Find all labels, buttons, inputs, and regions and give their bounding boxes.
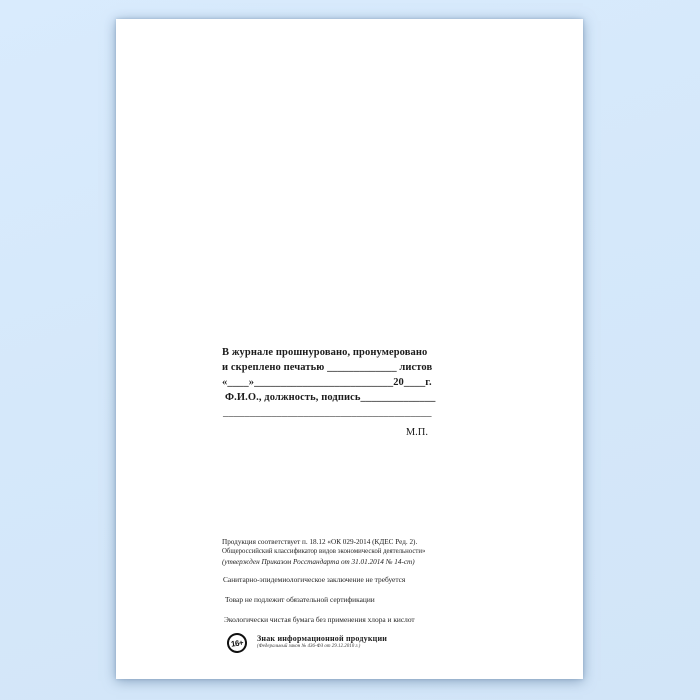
age-rating-text (257, 633, 387, 650)
stamp-placeholder: М.П. (405, 427, 428, 438)
certification-note: Товар не подлежит обязательной сертификации (225, 595, 375, 604)
sanitary-note: Санитарно-эпидемиологическое заключение не требуется (223, 575, 406, 584)
compliance-line-2: Общероссийский классификатор видов экономической деятельности» (222, 548, 426, 555)
binding-blank-line: _______________________________________ (223, 407, 432, 418)
compliance-line-1: Продукция соответствует п. 18.12 «ОК 029-2014 (КДЕС Ред. 2). (222, 538, 418, 546)
binding-statement-line-1: В журнале прошнуровано, пронумеровано (222, 347, 428, 358)
binding-statement (222, 345, 452, 420)
eco-paper-note: Экологически чистая бумага без применения хлора и кислот (224, 615, 415, 624)
age-rating-title: Знак информационной продукции (257, 634, 388, 643)
certification-notes (223, 575, 543, 635)
document-page (116, 19, 583, 679)
binding-signature-line: Ф.И.О., должность, подпись______________ (225, 392, 436, 403)
binding-date-line: «____»__________________________20____г. (222, 377, 432, 388)
age-rating-row (227, 633, 387, 653)
compliance-note (222, 537, 542, 567)
binding-statement-line-2: и скреплено печатью _____________ листов (222, 362, 433, 373)
compliance-line-3: (утвержден Приказом Росстандарта от 31.01.2014 № 14-ст) (222, 558, 415, 566)
age-rating-16plus-icon: 16+ (226, 632, 249, 655)
age-rating-law-note: (Федеральный закон № 436-ФЗ от 29.12.2010 г.) (257, 644, 361, 649)
